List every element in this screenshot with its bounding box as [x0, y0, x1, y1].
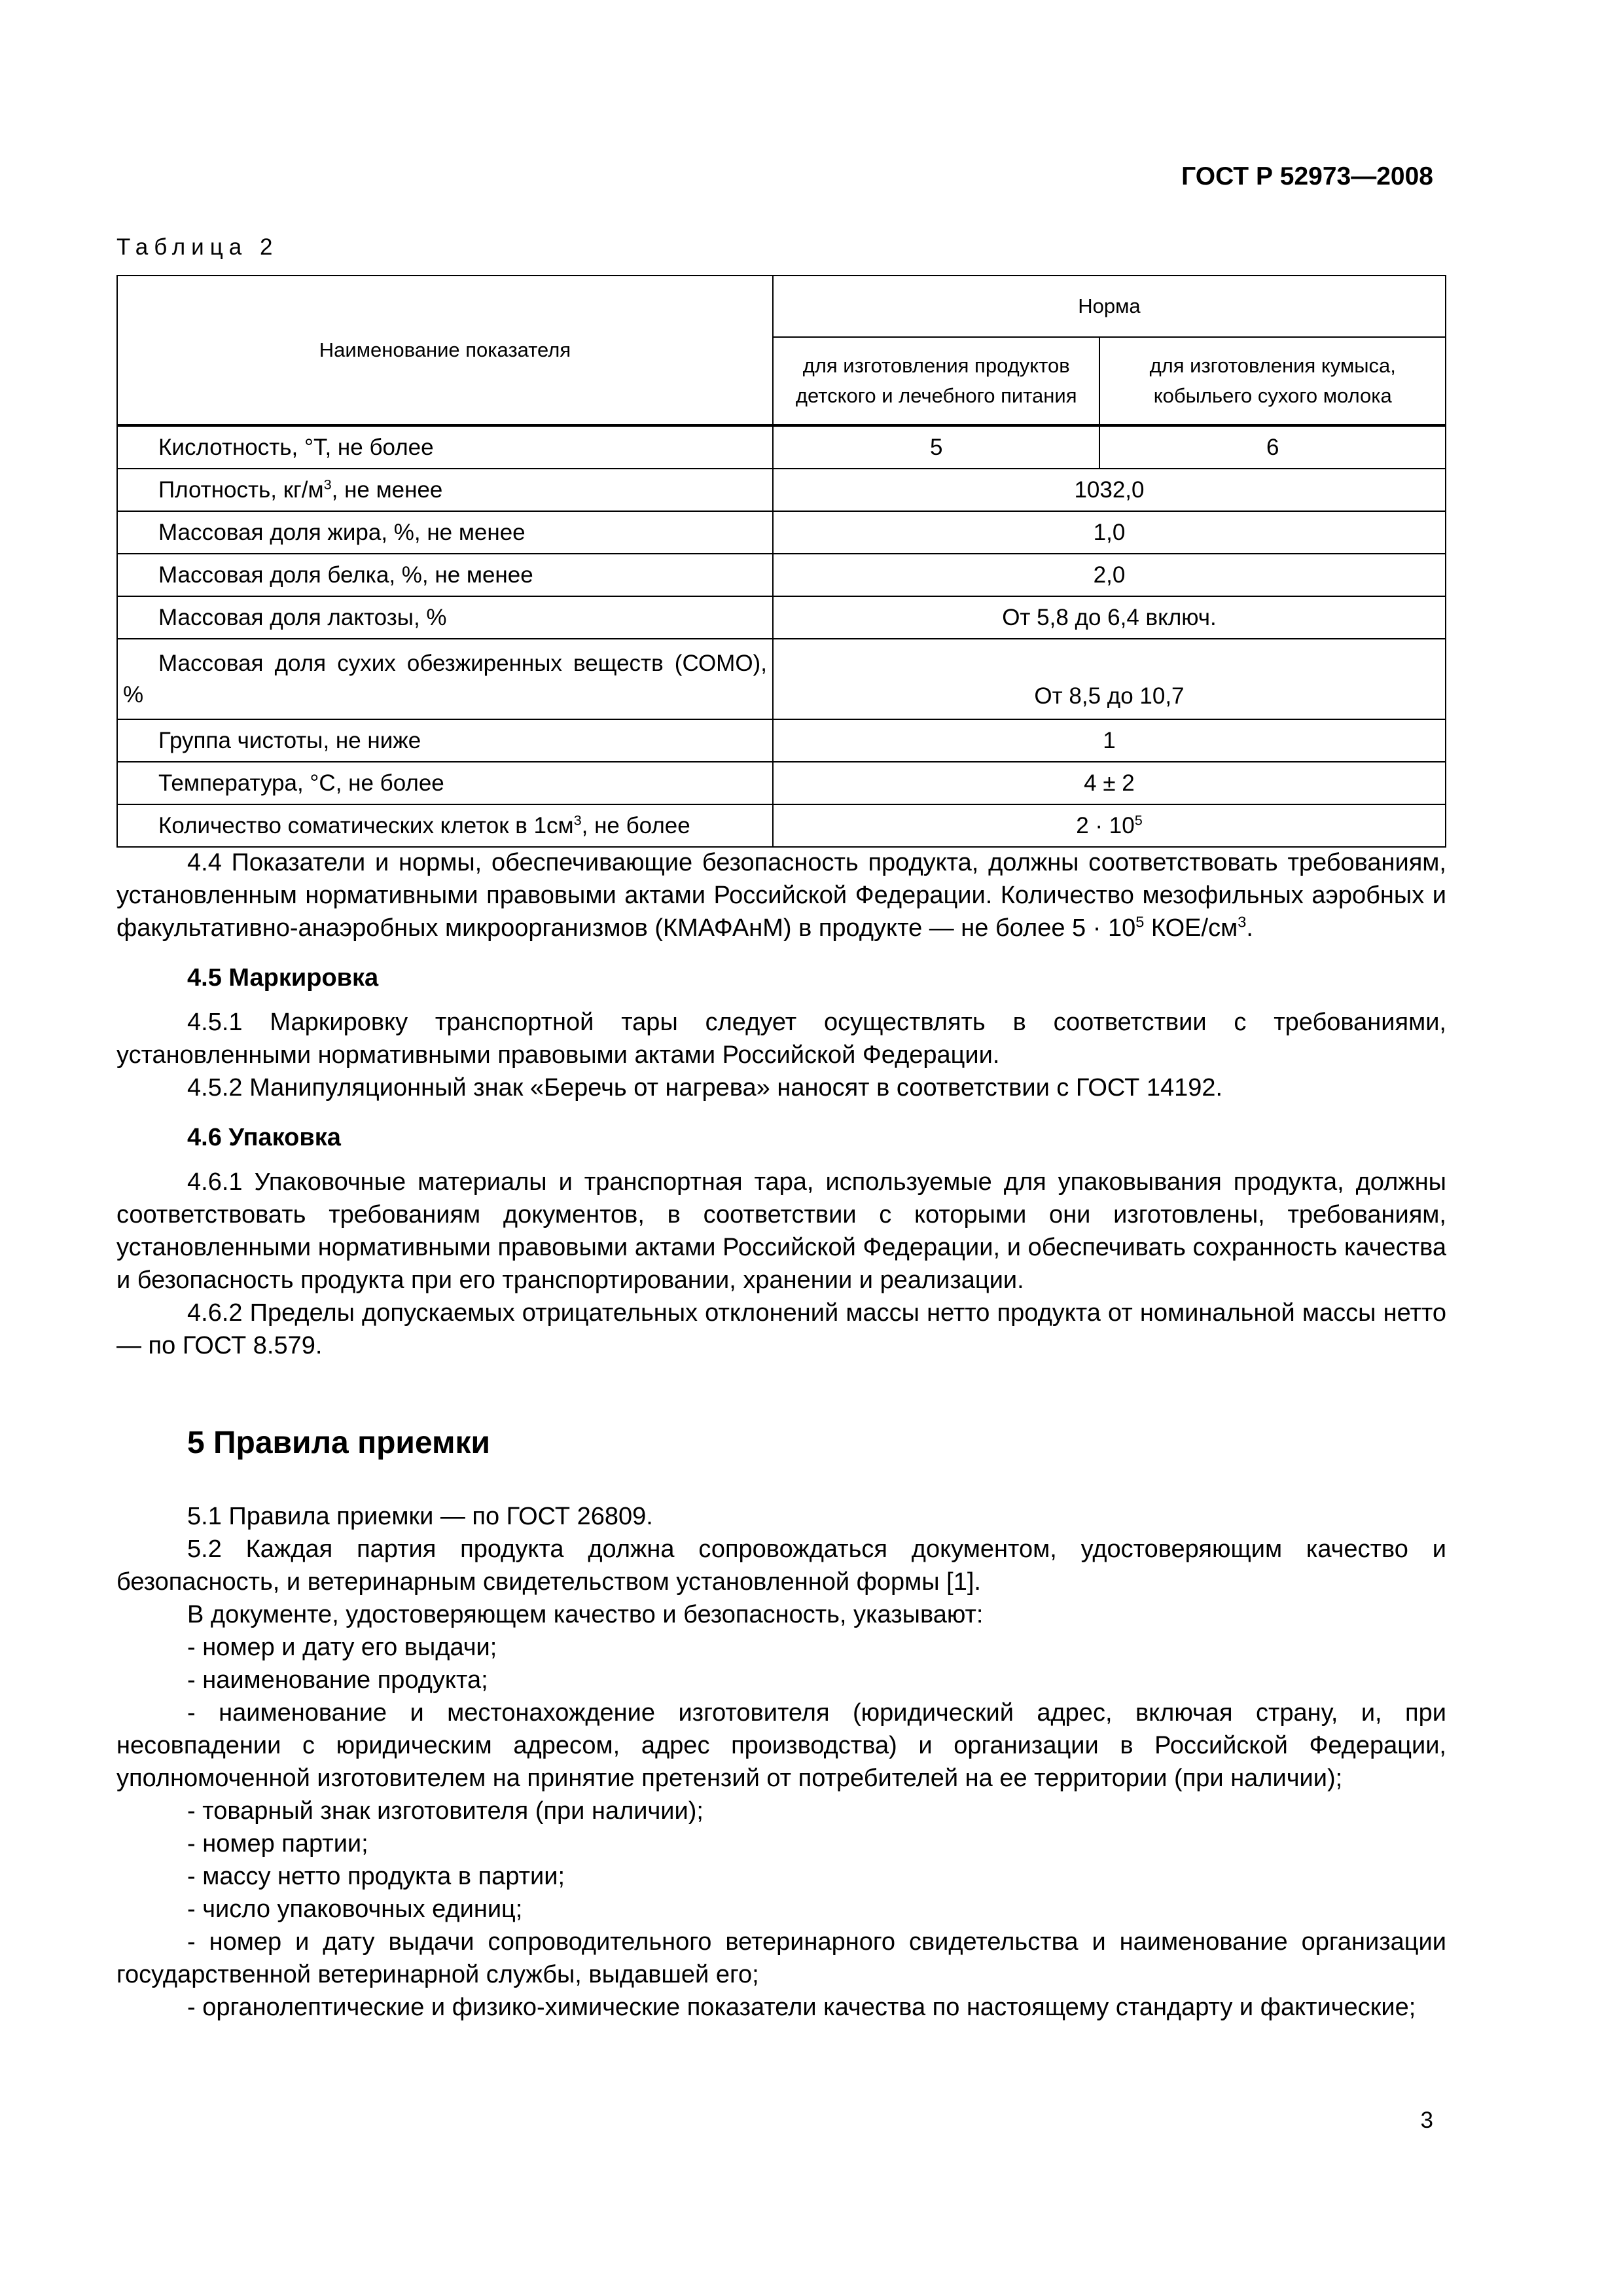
- list-item: - наименование и местонахождение изготовителя (юридический адрес, включая страну, и, при несовпадении с юридическим адресом, адрес производства) и организации в Российской Федерации, уполномоченной изготовителем на принятие претензий от потребителей на ее территории (при наличии);: [116, 1699, 1446, 1792]
- paragraph-5-1: 5.1 Правила приемки — по ГОСТ 26809.: [187, 1503, 653, 1530]
- body-section-5: [116, 1427, 1446, 2024]
- heading-4-5: 4.5 Маркировка: [187, 964, 379, 992]
- norm-value: 2,0: [773, 554, 1446, 596]
- list-item: - товарный знак изготовителя (при наличии);: [187, 1797, 704, 1825]
- list-item: - массу нетто продукта в партии;: [187, 1863, 565, 1890]
- table-row: [117, 425, 1446, 469]
- list-item: - органолептические и физико-химические показатели качества по настоящему стандарту и фактические;: [187, 1994, 1416, 2021]
- norm-value: 5: [773, 425, 1100, 469]
- table-row: [117, 554, 1446, 596]
- table-row: [117, 469, 1446, 511]
- indicator-name: Температура, °С, не более: [117, 762, 773, 804]
- list-item: - число упаковочных единиц;: [187, 1895, 523, 1923]
- paragraph-5-intro: В документе, удостоверяющем качество и безопасность, указывают:: [187, 1601, 984, 1628]
- norm-value: 1032,0: [773, 469, 1446, 511]
- table-caption: Таблица 2: [116, 234, 279, 260]
- norm-value: 1,0: [773, 511, 1446, 554]
- page-number: 3: [1420, 2108, 1433, 2133]
- paragraph-4-5-1: 4.5.1 Маркировку транспортной тары следует осуществлять в соответствии с требованиями, установленными нормативными правовыми актами Российской Федерации.: [116, 1009, 1446, 1069]
- section-5-title: 5 Правила приемки: [187, 1426, 491, 1460]
- indicator-name: Массовая доля сухих обезжиренных веществ (СОМО), %: [117, 639, 773, 719]
- column-header-children-food: для изготовления продуктов детского и лечебного питания: [773, 337, 1100, 425]
- table-row: [117, 639, 1446, 719]
- norm-value: 6: [1099, 425, 1446, 469]
- indicator-name: Группа чистоты, не ниже: [117, 719, 773, 762]
- list-item: - номер и дату выдачи сопроводительного ветеринарного свидетельства и наименование организации государственной ветеринарной службы, выдавшей его;: [116, 1928, 1446, 1988]
- table-row: [117, 762, 1446, 804]
- norm-value: 1: [773, 719, 1446, 762]
- paragraph-5-2: 5.2 Каждая партия продукта должна сопровождаться документом, удостоверяющим качество и безопасность, и ветеринарным свидетельством установленной формы [1].: [116, 1535, 1446, 1596]
- list-item: - номер партии;: [187, 1830, 368, 1857]
- table-row: [117, 804, 1446, 847]
- paragraph-4-6-2: 4.6.2 Пределы допускаемых отрицательных отклонений массы нетто продукта от номинальной массы нетто — по ГОСТ 8.579.: [116, 1299, 1446, 1359]
- list-item: - наименование продукта;: [187, 1666, 488, 1694]
- paragraph-4-5-2: 4.5.2 Манипуляционный знак «Беречь от нагрева» наносят в соответствии с ГОСТ 14192.: [187, 1074, 1223, 1102]
- column-header-norm: Норма: [773, 276, 1446, 337]
- indicator-name: Плотность, $кг/м^3$, не менее: [117, 469, 773, 511]
- norm-value: От 8,5 до 10,7: [773, 639, 1446, 719]
- table-row: [117, 511, 1446, 554]
- document-code: ГОСТ Р 52973—2008: [1181, 162, 1433, 190]
- indicator-name: Массовая доля жира, %, не менее: [117, 511, 773, 554]
- table-row: [117, 719, 1446, 762]
- list-item: - номер и дату его выдачи;: [187, 1634, 497, 1661]
- table-row: [117, 596, 1446, 639]
- body-section-4: [116, 846, 1446, 1362]
- paragraph-4-6-1: 4.6.1 Упаковочные материалы и транспортная тара, используемые для упаковывания продукта, должны соответствовать требованиям документов, в соответствии с которыми они изготовлены, требованиям, установленными нормативными правовыми актами Российской Федерации, и обеспечивать сохранность качества и безопасность продукта при его транспортировании, хранении и реализации.: [116, 1168, 1446, 1294]
- norms-table: [116, 275, 1446, 848]
- heading-4-6: 4.6 Упаковка: [187, 1124, 341, 1151]
- norm-value: От 5,8 до 6,4 включ.: [773, 596, 1446, 639]
- norm-value: 4 ± 2: [773, 762, 1446, 804]
- column-header-kumys: для изготовления кумыса, кобыльего сухого молока: [1099, 337, 1446, 425]
- indicator-name: Массовая доля лактозы, %: [117, 596, 773, 639]
- paragraph-4-4: 4.4 Показатели и нормы, обеспечивающие безопасность продукта, должны соответствовать требованиям, установленным нормативными правовыми актами Российской Федерации. Количество мезофильных аэробных и факультативно-анаэробных микроорганизмов (КМАФАнМ) в продукте — не более $5 \cdot 10^5$ КОЕ/$см^3$.: [116, 849, 1446, 942]
- indicator-name: Массовая доля белка, %, не менее: [117, 554, 773, 596]
- norm-value: $2 \cdot 10^5$: [773, 804, 1446, 847]
- indicator-name: Количество соматических клеток в $1см^3$, не более: [117, 804, 773, 847]
- column-header-indicator: Наименование показателя: [117, 276, 773, 425]
- indicator-name: Кислотность, °Т, не более: [117, 425, 773, 469]
